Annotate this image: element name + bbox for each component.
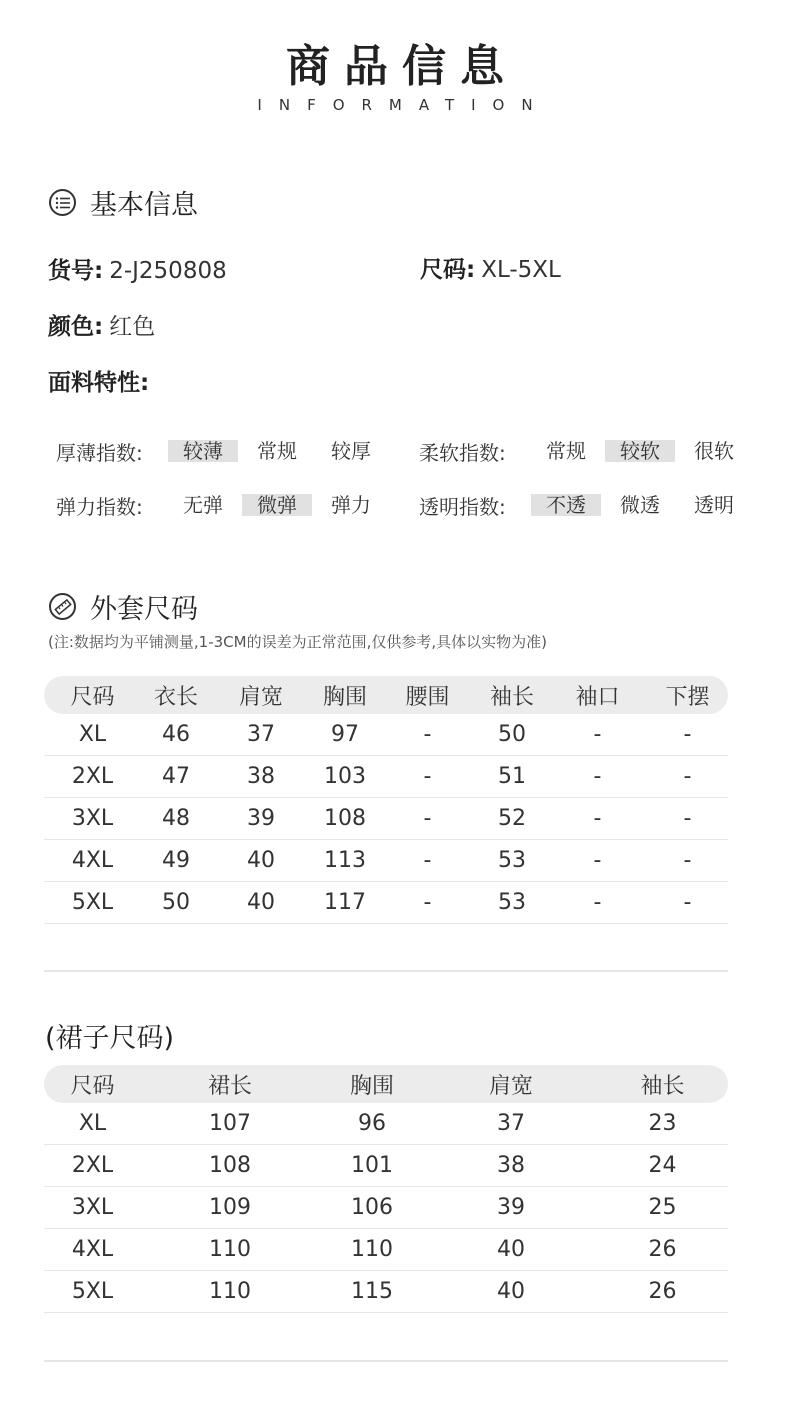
skirt-table-cell: 106 [351, 1195, 393, 1220]
skirt-table-cell: XL [78, 1111, 107, 1136]
coat-table-cell: - [683, 764, 692, 789]
coat-table-cell: 38 [247, 764, 275, 789]
coat-header-cell: 袖口 [575, 684, 620, 710]
coat-table-cell: 51 [498, 764, 526, 789]
coat-size-heading [49, 587, 198, 626]
coat-table-header [44, 676, 728, 714]
size-range-label: 尺码: [420, 257, 476, 283]
skirt-table-bottom-divider [44, 1360, 728, 1362]
coat-table-cell: 50 [498, 722, 526, 747]
attribute-option-selected: 较薄 [168, 440, 238, 462]
size-range-value: XL-5XL [481, 257, 561, 283]
attribute-option-selected: 较软 [605, 440, 675, 462]
attribute-option: 很软 [694, 439, 734, 463]
skirt-table-cell: 26 [648, 1279, 677, 1304]
skirt-table-cell: 3XL [71, 1195, 114, 1220]
skirt-table-header [44, 1065, 728, 1103]
coat-table-cell: - [683, 806, 692, 831]
coat-header-cell: 尺码 [70, 684, 115, 710]
skirt-table-cell: 109 [209, 1195, 251, 1220]
coat-table-cell: 103 [324, 764, 366, 789]
skirt-table-row [44, 1187, 728, 1229]
coat-table-cell: 2XL [71, 764, 114, 789]
attribute-option: 透明 [694, 493, 734, 517]
skirt-table-cell: 40 [497, 1237, 525, 1262]
coat-table-row [44, 882, 728, 924]
coat-table-row [44, 714, 728, 756]
coat-header-cell: 肩宽 [238, 684, 283, 710]
skirt-table-cell: 23 [648, 1111, 677, 1136]
skirt-table-cell: 40 [497, 1279, 525, 1304]
attribute-softness [419, 439, 749, 463]
coat-size-title: 外套尺码 [90, 594, 198, 625]
coat-table-cell: 46 [162, 722, 190, 747]
skirt-table-cell: 101 [351, 1153, 393, 1178]
coat-table-cell: 40 [247, 890, 275, 915]
color-value: 红色 [109, 314, 156, 340]
list-icon [49, 189, 76, 216]
skirt-table-cell: 24 [648, 1153, 677, 1178]
color [48, 308, 155, 341]
skirt-table-cell: 110 [351, 1237, 393, 1262]
attribute-elasticity [56, 493, 386, 517]
skirt-header-cell: 袖长 [640, 1073, 685, 1099]
coat-table-cell: - [423, 848, 432, 873]
coat-header-cell: 腰围 [405, 684, 450, 710]
item-number [48, 252, 227, 285]
attribute-label: 厚薄指数: [56, 440, 143, 465]
attribute-option: 微透 [620, 493, 660, 517]
skirt-table-body [44, 1103, 728, 1313]
coat-table-cell: - [593, 764, 602, 789]
attribute-option: 常规 [257, 439, 297, 463]
coat-table-cell: - [683, 722, 692, 747]
coat-table-cell: 39 [247, 806, 275, 831]
fabric [48, 364, 149, 397]
coat-table-cell: 50 [162, 890, 190, 915]
attribute-option: 弹力 [331, 493, 371, 517]
skirt-table-cell: 38 [497, 1153, 525, 1178]
coat-table-cell: 108 [324, 806, 366, 831]
skirt-header-cell: 胸围 [349, 1073, 394, 1099]
coat-table-cell: 5XL [71, 890, 114, 915]
measurement-note: (注:数据均为平铺测量,1-3CM的误差为正常范围,仅供参考,具体以实物为准) [48, 633, 547, 651]
coat-table-cell: 97 [331, 722, 359, 747]
coat-table-cell: - [423, 806, 432, 831]
attribute-option-selected: 微弹 [242, 494, 312, 516]
coat-table-cell: 40 [247, 848, 275, 873]
skirt-table-cell: 2XL [71, 1153, 114, 1178]
skirt-table-cell: 39 [497, 1195, 525, 1220]
coat-table-cell: - [423, 722, 432, 747]
skirt-table-cell: 26 [648, 1237, 677, 1262]
attribute-option: 常规 [546, 439, 586, 463]
coat-table-cell: 117 [324, 890, 366, 915]
skirt-size-title: (裙子尺码) [45, 1023, 175, 1054]
attribute-option: 较厚 [331, 439, 371, 463]
skirt-table-cell: 37 [497, 1111, 525, 1136]
ruler-icon [49, 593, 76, 620]
skirt-table-cell: 96 [358, 1111, 386, 1136]
skirt-table-row [44, 1145, 728, 1187]
coat-header-cell: 袖长 [489, 684, 534, 710]
skirt-table-row [44, 1271, 728, 1313]
coat-table-cell: 53 [498, 848, 526, 873]
page-subtitle: INFORMATION [257, 96, 550, 114]
skirt-table-row [44, 1229, 728, 1271]
attribute-thickness [56, 439, 386, 463]
coat-table-cell: 37 [247, 722, 275, 747]
skirt-header-cell: 尺码 [70, 1073, 115, 1099]
coat-table-bottom-divider [44, 970, 728, 972]
coat-table-cell: - [593, 722, 602, 747]
coat-table-cell: XL [78, 722, 107, 747]
coat-header-cell: 胸围 [322, 684, 367, 710]
fabric-label: 面料特性: [48, 370, 150, 396]
coat-table-cell: 53 [498, 890, 526, 915]
basic-info-heading [49, 183, 198, 222]
coat-table-cell: - [423, 764, 432, 789]
item-number-label: 货号: [48, 258, 104, 284]
page-title: 商品信息 [286, 41, 518, 92]
coat-table-cell: - [593, 890, 602, 915]
item-number-value: 2-J250808 [109, 258, 227, 284]
skirt-table-cell: 107 [209, 1111, 251, 1136]
skirt-table-cell: 110 [209, 1237, 251, 1262]
coat-table-row [44, 840, 728, 882]
attribute-label: 弹力指数: [56, 494, 143, 519]
skirt-table-row [44, 1103, 728, 1145]
skirt-table-cell: 115 [351, 1279, 393, 1304]
attribute-label: 透明指数: [419, 494, 506, 519]
skirt-table-cell: 25 [648, 1195, 677, 1220]
coat-table-row [44, 798, 728, 840]
coat-table-cell: 49 [162, 848, 190, 873]
attribute-transparency [419, 493, 749, 517]
color-label: 颜色: [48, 314, 104, 340]
coat-table-cell: - [423, 890, 432, 915]
skirt-table-cell: 5XL [71, 1279, 114, 1304]
attribute-option: 无弹 [183, 493, 223, 517]
coat-table-cell: 48 [162, 806, 190, 831]
skirt-header-cell: 肩宽 [488, 1073, 533, 1099]
coat-table-cell: 52 [498, 806, 526, 831]
coat-table-body [44, 714, 728, 924]
coat-table-cell: - [683, 848, 692, 873]
coat-table-cell: - [683, 890, 692, 915]
coat-table-cell: 3XL [71, 806, 114, 831]
coat-table-cell: - [593, 806, 602, 831]
coat-table-cell: 4XL [71, 848, 114, 873]
attribute-option-selected: 不透 [531, 494, 601, 516]
skirt-table-cell: 4XL [71, 1237, 114, 1262]
skirt-size-table [44, 1065, 728, 1313]
coat-table-cell: 113 [324, 848, 366, 873]
skirt-table-cell: 110 [209, 1279, 251, 1304]
skirt-header-cell: 裙长 [207, 1073, 252, 1099]
skirt-table-cell: 108 [209, 1153, 251, 1178]
coat-table-cell: 47 [162, 764, 190, 789]
basic-info-title: 基本信息 [90, 190, 198, 221]
size-range [420, 251, 561, 284]
coat-header-cell: 下摆 [665, 684, 710, 710]
attribute-label: 柔软指数: [419, 440, 506, 465]
coat-table-cell: - [593, 848, 602, 873]
coat-table-row [44, 756, 728, 798]
coat-size-table [44, 676, 728, 924]
coat-header-cell: 衣长 [153, 684, 198, 710]
